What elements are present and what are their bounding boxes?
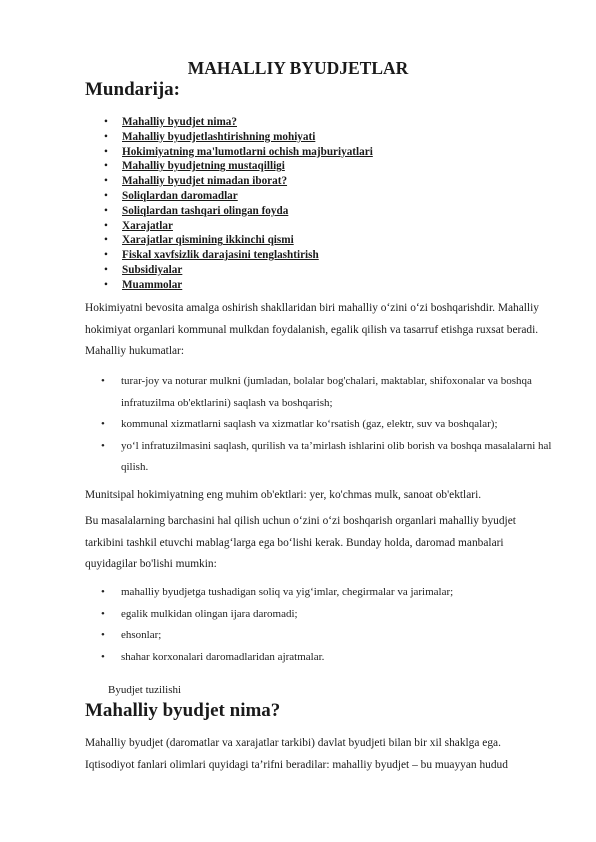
revenue-list [101,582,559,668]
toc-item[interactable] [104,248,524,263]
toc-link[interactable]: Muammolar [122,278,183,291]
toc-item[interactable] [104,174,524,189]
list-item: • egalik mulkidan olingan ijara daromadi; [101,604,559,626]
document-title: MAHALLIY BYUDJETLAR [187,58,409,78]
toc-link[interactable]: Subsidiyalar [122,263,183,276]
toc-item[interactable] [104,145,524,160]
toc-link[interactable]: Xarajatlar [122,219,173,232]
section-heading: Mahalliy byudjet nima? [85,700,281,721]
toc-link[interactable]: Mahalliy byudjetning mustaqilligi [122,160,285,173]
list-item: • shahar korxonalari daromadlaridan ajratmalar. [101,647,559,669]
intro-paragraph: Hokimiyatni bevosita amalga oshirish shakllaridan biri mahalliy o‘zini o‘zi boshqarishdir. Mahalliy hokimiyat organlari kommunal mulkdan foydalanish, egalik qilish va tasarruf etishga ruxsat beradi. Mahalliy hukumatlar: [85,302,539,357]
section-paragraph: Mahalliy byudjet (daromatlar va xarajatlar tarkibi) davlat byudjeti bilan bir xil shaklga ega. Iqtisodiyot fanlari olimlari quyidagi ta’rifni beradilar: mahalliy byudjet – bu muayyan hudud [85,737,508,771]
toc-link[interactable]: Mahalliy byudjet nima? [122,116,237,128]
toc-item[interactable] [104,278,524,293]
toc-link[interactable]: Fiskal xavfsizlik darajasini tenglashtirish [122,249,319,262]
toc-item[interactable] [104,130,524,145]
toc-item[interactable] [104,204,524,219]
list-item: • mahalliy byudjetga tushadigan soliq va yig‘imlar, chegirmalar va jarimalar; [101,582,559,604]
image-caption: Byudjet tuzilishi [108,684,182,696]
toc-item[interactable] [104,219,524,234]
municipal-objects-paragraph: Munitsipal hokimiyatning eng muhim ob'ektlari: yer, ko'chmas mulk, sanoat ob'ektlari. [85,489,482,501]
toc-link[interactable]: Soliqlardan daromadlar [122,189,238,202]
toc-item[interactable] [104,233,524,248]
toc-item[interactable] [104,263,524,278]
toc-link[interactable]: Mahalliy byudjetlashtirishning mohiyati [122,130,316,143]
toc-link[interactable]: Xarajatlar qismining ikkinchi qismi [122,234,294,247]
list-item: • yo‘l infratuzilmasini saqlash, qurilish va ta’mirlash ishlarini olib borish va boshqa masalalarni hal qilish. [101,436,559,479]
list-item: • kommunal xizmatlarni saqlash va xizmatlar ko‘rsatish (gaz, elektr, suv va boshqalar); [101,414,559,436]
toc-link[interactable]: Hokimiyatning ma'lumotlarni ochish majburiyatlari [122,145,373,158]
revenue-sources-paragraph: Bu masalalarning barchasini hal qilish uchun o‘zini o‘zi boshqarish organlari mahalliy byudjet tarkibini tashkil etuvchi mablag‘larga ega bo‘lishi kerak. Bunday holda, daromad manbalari quyidagilar bo'lishi mumkin: [85,515,516,570]
toc-link[interactable]: Soliqlardan tashqari olingan foyda [122,204,289,217]
toc-heading: Mundarija: [85,79,180,100]
toc-link[interactable]: Mahalliy byudjet nimadan iborat? [122,175,288,188]
list-item: • turar-joy va noturar mulkni (jumladan, bolalar bog'chalari, maktablar, shifoxonalar va boshqa infratuzilma ob'ektlarini) saqlash va boshqarish; [101,371,559,414]
toc-item[interactable] [104,115,524,130]
table-of-contents [104,115,524,293]
toc-item[interactable] [104,159,524,174]
duties-list [101,371,559,479]
toc-item[interactable] [104,189,524,204]
list-item: • ehsonlar; [101,625,559,647]
